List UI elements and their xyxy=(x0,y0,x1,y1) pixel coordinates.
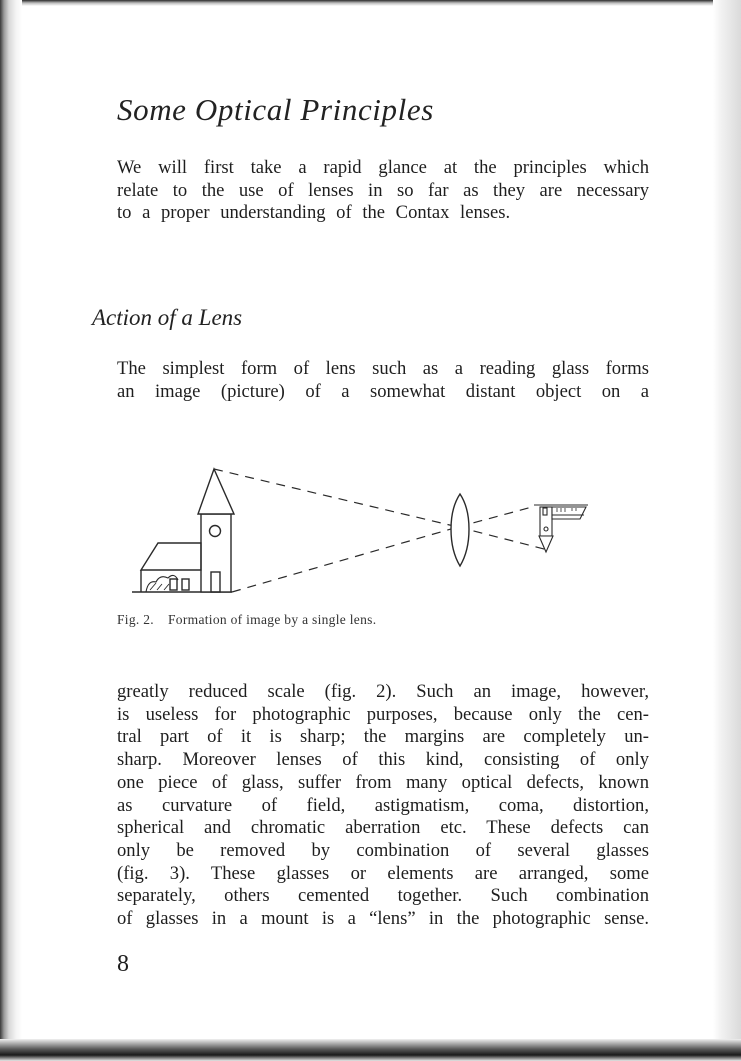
body-line: is useless for photographic purposes, because only the cen- xyxy=(117,703,649,725)
image-tower xyxy=(540,507,552,536)
body-line: of glasses in a mount is a “lens” in the photographic sense. xyxy=(117,908,649,930)
intro-line: We will first take a rapid glance at the principles which xyxy=(117,157,649,178)
figure-number: Fig. 2. xyxy=(117,612,154,627)
body-line: only be removed by combination of several glasses xyxy=(117,839,649,861)
ray-bottom-image xyxy=(458,507,532,527)
body-line: (fig. 3). These glasses or elements are arranged, some xyxy=(117,862,649,884)
body-paragraph xyxy=(117,681,649,931)
scan-top-edge xyxy=(0,0,741,6)
church-window xyxy=(170,579,177,590)
scan-right-edge xyxy=(713,0,741,1061)
body-line: as curvature of field, astigmatism, coma, distortion, xyxy=(117,794,649,816)
figure-caption xyxy=(117,612,376,628)
figure-caption-text: Formation of image by a single lens. xyxy=(167,612,377,627)
church-roof xyxy=(141,543,201,570)
scan-left-edge xyxy=(0,0,22,1061)
lens-line: an image (picture) of a somewhat distant object on a xyxy=(117,380,649,402)
lens-paragraph xyxy=(117,358,649,403)
ray-top-image xyxy=(458,527,548,550)
body-line: sharp. Moreover lenses of this kind, consisting of only xyxy=(117,749,649,771)
body-line: greatly reduced scale (fig. 2). Such an image, however, xyxy=(117,681,649,702)
church-door xyxy=(211,572,220,592)
image-spire xyxy=(539,536,553,552)
section-title: Action of a Lens xyxy=(92,305,243,330)
scan-bottom-edge xyxy=(0,1039,741,1061)
lens-line: The simplest form of lens such as a reading glass forms xyxy=(117,358,649,379)
page-title: Some Optical Principles xyxy=(117,92,434,127)
body-line: tral part of it is sharp; the margins are completely un- xyxy=(117,726,649,748)
intro-line: to a proper understanding of the Contax lenses. xyxy=(117,202,511,224)
ray-top xyxy=(214,469,458,527)
image-nave xyxy=(552,507,586,519)
body-line: one piece of glass, suffer from many optical defects, known xyxy=(117,771,649,793)
church-spire xyxy=(198,469,234,514)
page-number: 8 xyxy=(117,951,129,977)
lens xyxy=(451,494,469,566)
church-clock xyxy=(210,526,221,537)
intro-paragraph xyxy=(117,157,649,225)
bushes xyxy=(146,575,178,592)
body-line: spherical and chromatic aberration etc. These defects can xyxy=(117,817,649,839)
intro-line: relate to the use of lenses in so far as they are necessary xyxy=(117,179,649,201)
body-line: separately, others cemented together. Such combination xyxy=(117,885,649,907)
church-tower xyxy=(201,514,231,592)
ray-bottom xyxy=(232,527,458,592)
church-window xyxy=(182,579,189,590)
